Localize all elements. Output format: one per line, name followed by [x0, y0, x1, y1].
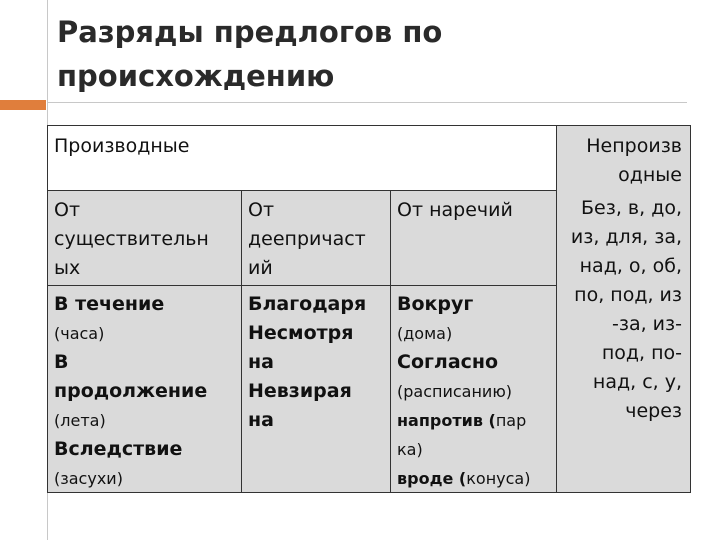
example-note: (часа): [54, 324, 105, 343]
nonderived-item: -за, из-: [612, 313, 682, 335]
nonderived-item: Без, в, до,: [581, 197, 682, 219]
example-note: (дома): [397, 324, 453, 343]
nonderived-item: под, по-: [601, 342, 682, 364]
from-nouns-line: От: [54, 199, 81, 221]
example-word: Вокруг: [397, 293, 474, 315]
nonderived-item: через: [625, 400, 682, 422]
from-participles-header: [241, 190, 391, 286]
example-note: ка): [397, 440, 423, 459]
example-word: Несмотря: [248, 322, 354, 344]
nonderived-item: над, о, об,: [579, 255, 682, 277]
from-participles-line: От: [248, 199, 275, 221]
from-adverbs-examples: [390, 285, 557, 493]
from-nouns-line: существительн: [54, 228, 209, 250]
example-note: (расписанию): [397, 382, 513, 401]
title-line-2: происхождению: [57, 59, 335, 93]
from-nouns-examples: [47, 285, 242, 493]
from-participles-line: деепричаст: [248, 228, 366, 250]
example-note: конуса): [466, 469, 531, 488]
example-note: пар: [495, 411, 527, 430]
nonderived-header-line-2: одные: [618, 164, 682, 186]
nonderived-header-line-1: Непроизв: [586, 135, 682, 157]
from-adverbs-header: [390, 190, 557, 286]
example-word: Невзирая: [248, 380, 352, 402]
example-word: В течение: [54, 293, 165, 315]
nonderived-item: по, под, из: [574, 284, 682, 306]
example-word: Благодаря: [248, 293, 367, 315]
example-word: В: [54, 351, 69, 373]
example-note: (засухи): [54, 469, 123, 488]
example-word: Согласно: [397, 351, 499, 373]
example-word: вроде (: [397, 469, 467, 488]
example-word: напротив (: [397, 411, 496, 430]
example-word: на: [248, 351, 274, 373]
derived-header: Производные: [54, 135, 190, 157]
derived-header-cell: [47, 125, 557, 191]
from-nouns-header: [47, 190, 242, 286]
from-participles-examples: [241, 285, 391, 493]
from-adverbs-label: От наречий: [397, 199, 513, 221]
slide-horizontal-rule: [47, 102, 687, 103]
from-nouns-line: ых: [54, 257, 81, 279]
example-word: Вследствие: [54, 438, 183, 460]
nonderived-item: из, для, за,: [570, 226, 682, 248]
example-word: продолжение: [54, 380, 208, 402]
nonderived-list: [561, 190, 682, 426]
slide-accent-bar: [0, 100, 46, 110]
example-line: [54, 290, 235, 319]
from-participles-line: ий: [248, 257, 273, 279]
nonderived-item: над, с, у,: [592, 371, 682, 393]
slide-title: [57, 10, 697, 98]
example-word: на: [248, 409, 274, 431]
example-note: (лета): [54, 411, 106, 430]
nonderived-column: [556, 125, 691, 493]
title-line-1: Разряды предлогов по: [57, 15, 443, 49]
